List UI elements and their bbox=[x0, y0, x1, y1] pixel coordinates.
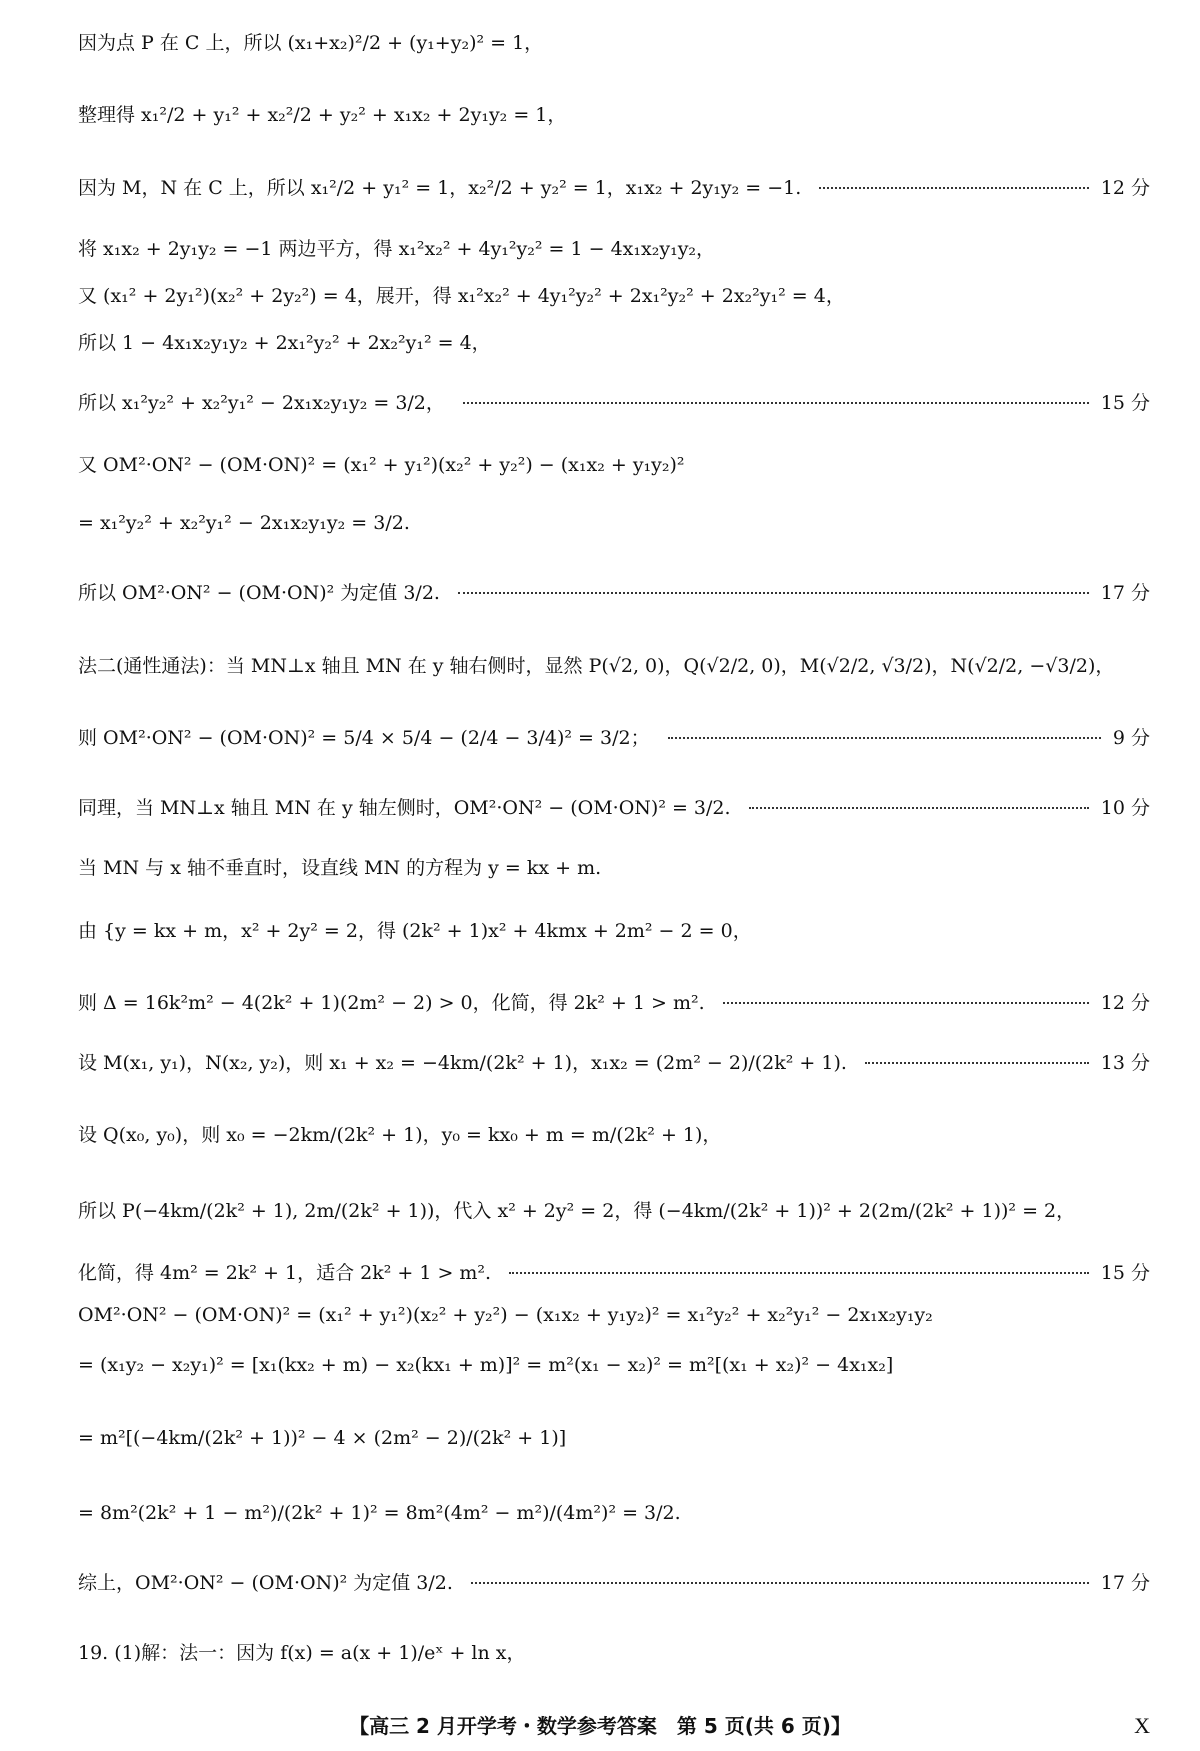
line-text: 则 OM²·ON² − (OM·ON)² = 5/4 × 5/4 − (2/4 − 3/4)² = 3/2； bbox=[78, 727, 650, 749]
line-text: 又 (x₁² + 2y₁²)(x₂² + 2y₂²) = 4，展开，得 x₁²x₂² + 4y₁²y₂² + 2x₁²y₂² + 2x₂²y₁² = 4， bbox=[78, 285, 845, 307]
line-text: = 8m²(2k² + 1 − m²)/(2k² + 1)² = 8m²(4m² − m²)/(4m²)² = 3/2. bbox=[78, 1502, 681, 1524]
solution-line bbox=[78, 725, 1150, 751]
solution-line bbox=[78, 390, 1150, 416]
footer-text: 【高三 2 月开学考・数学参考答案 第 5 页(共 6 页)】 bbox=[349, 1714, 851, 1738]
line-text: OM²·ON² − (OM·ON)² = (x₁² + y₁²)(x₂² + y₂²) − (x₁x₂ + y₁y₂)² = x₁²y₂² + x₂²y₁² − 2x₁x₂y₁y₂ bbox=[78, 1304, 933, 1326]
solution-line bbox=[78, 1570, 1150, 1596]
solution-line bbox=[78, 330, 1150, 356]
solution-line bbox=[78, 918, 1150, 944]
score-label: 15 分 bbox=[1100, 392, 1150, 414]
line-text: = (x₁y₂ − x₂y₁)² = [x₁(kx₂ + m) − x₂(kx₁ + m)]² = m²(x₁ − x₂)² = m²[(x₁ + x₂)² − 4x₁x₂] bbox=[78, 1354, 894, 1376]
line-text: 因为 M，N 在 C 上，所以 x₁²/2 + y₁² = 1，x₂²/2 + y₂² = 1，x₁x₂ + 2y₁y₂ = −1. bbox=[78, 177, 802, 199]
solution-line bbox=[78, 30, 1150, 56]
solution-line bbox=[78, 1198, 1150, 1224]
line-text: 则 Δ = 16k²m² − 4(2k² + 1)(2m² − 2) > 0，化简，得 2k² + 1 > m². bbox=[78, 992, 705, 1014]
solution-line bbox=[78, 102, 1150, 128]
line-text: = x₁²y₂² + x₂²y₁² − 2x₁x₂y₁y₂ = 3/2. bbox=[78, 512, 410, 534]
solution-line bbox=[78, 1352, 1150, 1378]
leader-dots bbox=[723, 1002, 1089, 1004]
line-text: 法二(通性通法)：当 MN⊥x 轴且 MN 在 y 轴右侧时，显然 P(√2, 0)，Q(√2/2, 0)，M(√2/2, √3/2)，N(√2/2, −√3/2)， bbox=[78, 655, 1115, 677]
score-label: 9 分 bbox=[1112, 727, 1150, 749]
line-text: 由 {y = kx + m，x² + 2y² = 2，得 (2k² + 1)x² + 4kmx + 2m² − 2 = 0， bbox=[78, 920, 752, 942]
leader-dots bbox=[471, 1582, 1089, 1584]
line-text: 所以 P(−4km/(2k² + 1), 2m/(2k² + 1))，代入 x² + 2y² = 2，得 (−4km/(2k² + 1))² + 2(2m/(2k² + 1))² = 2， bbox=[78, 1200, 1076, 1222]
solution-line bbox=[78, 795, 1150, 821]
line-text: 同理，当 MN⊥x 轴且 MN 在 y 轴左侧时，OM²·ON² − (OM·ON)² = 3/2. bbox=[78, 797, 731, 819]
line-text: 又 OM²·ON² − (OM·ON)² = (x₁² + y₁²)(x₂² + y₂²) − (x₁x₂ + y₁y₂)² bbox=[78, 454, 685, 476]
leader-dots bbox=[458, 592, 1089, 594]
line-text: 综上，OM²·ON² − (OM·ON)² 为定值 3/2. bbox=[78, 1572, 453, 1594]
line-text: 所以 1 − 4x₁x₂y₁y₂ + 2x₁²y₂² + 2x₂²y₁² = 4， bbox=[78, 332, 491, 354]
leader-dots bbox=[509, 1272, 1089, 1274]
solution-line bbox=[78, 1500, 1150, 1526]
solution-line bbox=[78, 1640, 1150, 1666]
line-text: 所以 x₁²y₂² + x₂²y₁² − 2x₁x₂y₁y₂ = 3/2， bbox=[78, 392, 445, 414]
solution-line bbox=[78, 653, 1150, 679]
line-text: 设 M(x₁, y₁)，N(x₂, y₂)，则 x₁ + x₂ = −4km/(2k² + 1)，x₁x₂ = (2m² − 2)/(2k² + 1). bbox=[78, 1052, 847, 1074]
score-label: 12 分 bbox=[1100, 177, 1150, 199]
solution-line bbox=[78, 1425, 1150, 1451]
line-text: 整理得 x₁²/2 + y₁² + x₂²/2 + y₂² + x₁x₂ + 2y₁y₂ = 1， bbox=[78, 104, 567, 126]
solution-line bbox=[78, 1122, 1150, 1148]
leader-dots bbox=[463, 402, 1089, 404]
leader-dots bbox=[668, 737, 1101, 739]
solution-line bbox=[78, 175, 1150, 201]
line-text: 所以 OM²·ON² − (OM·ON)² 为定值 3/2. bbox=[78, 582, 440, 604]
score-label: 13 分 bbox=[1100, 1052, 1150, 1074]
solution-line bbox=[78, 452, 1150, 478]
score-label: 12 分 bbox=[1100, 992, 1150, 1014]
score-label: 17 分 bbox=[1100, 582, 1150, 604]
solution-line bbox=[78, 236, 1150, 262]
solution-line bbox=[78, 990, 1150, 1016]
solution-line bbox=[78, 580, 1150, 606]
line-text: 设 Q(x₀, y₀)，则 x₀ = −2km/(2k² + 1)，y₀ = kx₀ + m = m/(2k² + 1)， bbox=[78, 1124, 722, 1146]
solution-line bbox=[78, 855, 1150, 881]
line-text: 当 MN 与 x 轴不垂直时，设直线 MN 的方程为 y = kx + m. bbox=[78, 857, 602, 879]
solution-line bbox=[78, 1302, 1150, 1328]
solution-line bbox=[78, 283, 1150, 309]
line-text: 将 x₁x₂ + 2y₁y₂ = −1 两边平方，得 x₁²x₂² + 4y₁²y₂² = 1 − 4x₁x₂y₁y₂， bbox=[78, 238, 716, 260]
solution-line bbox=[78, 1260, 1150, 1286]
solution-line bbox=[78, 1050, 1150, 1076]
solution-line bbox=[78, 510, 1150, 536]
line-text: = m²[(−4km/(2k² + 1))² − 4 × (2m² − 2)/(2k² + 1)] bbox=[78, 1427, 567, 1449]
line-text: 因为点 P 在 C 上，所以 (x₁+x₂)²/2 + (y₁+y₂)² = 1， bbox=[78, 32, 544, 54]
score-label: 15 分 bbox=[1100, 1262, 1150, 1284]
leader-dots bbox=[865, 1062, 1089, 1064]
line-text: 化简，得 4m² = 2k² + 1，适合 2k² + 1 > m². bbox=[78, 1262, 492, 1284]
page-footer bbox=[0, 1712, 1200, 1740]
line-text: 19. (1)解：法一：因为 f(x) = a(x + 1)/eˣ + ln x， bbox=[78, 1642, 526, 1664]
leader-dots bbox=[819, 187, 1088, 189]
score-label: 17 分 bbox=[1100, 1572, 1150, 1594]
leader-dots bbox=[749, 807, 1089, 809]
score-label: 10 分 bbox=[1100, 797, 1150, 819]
page-mark: X bbox=[1134, 1713, 1150, 1738]
